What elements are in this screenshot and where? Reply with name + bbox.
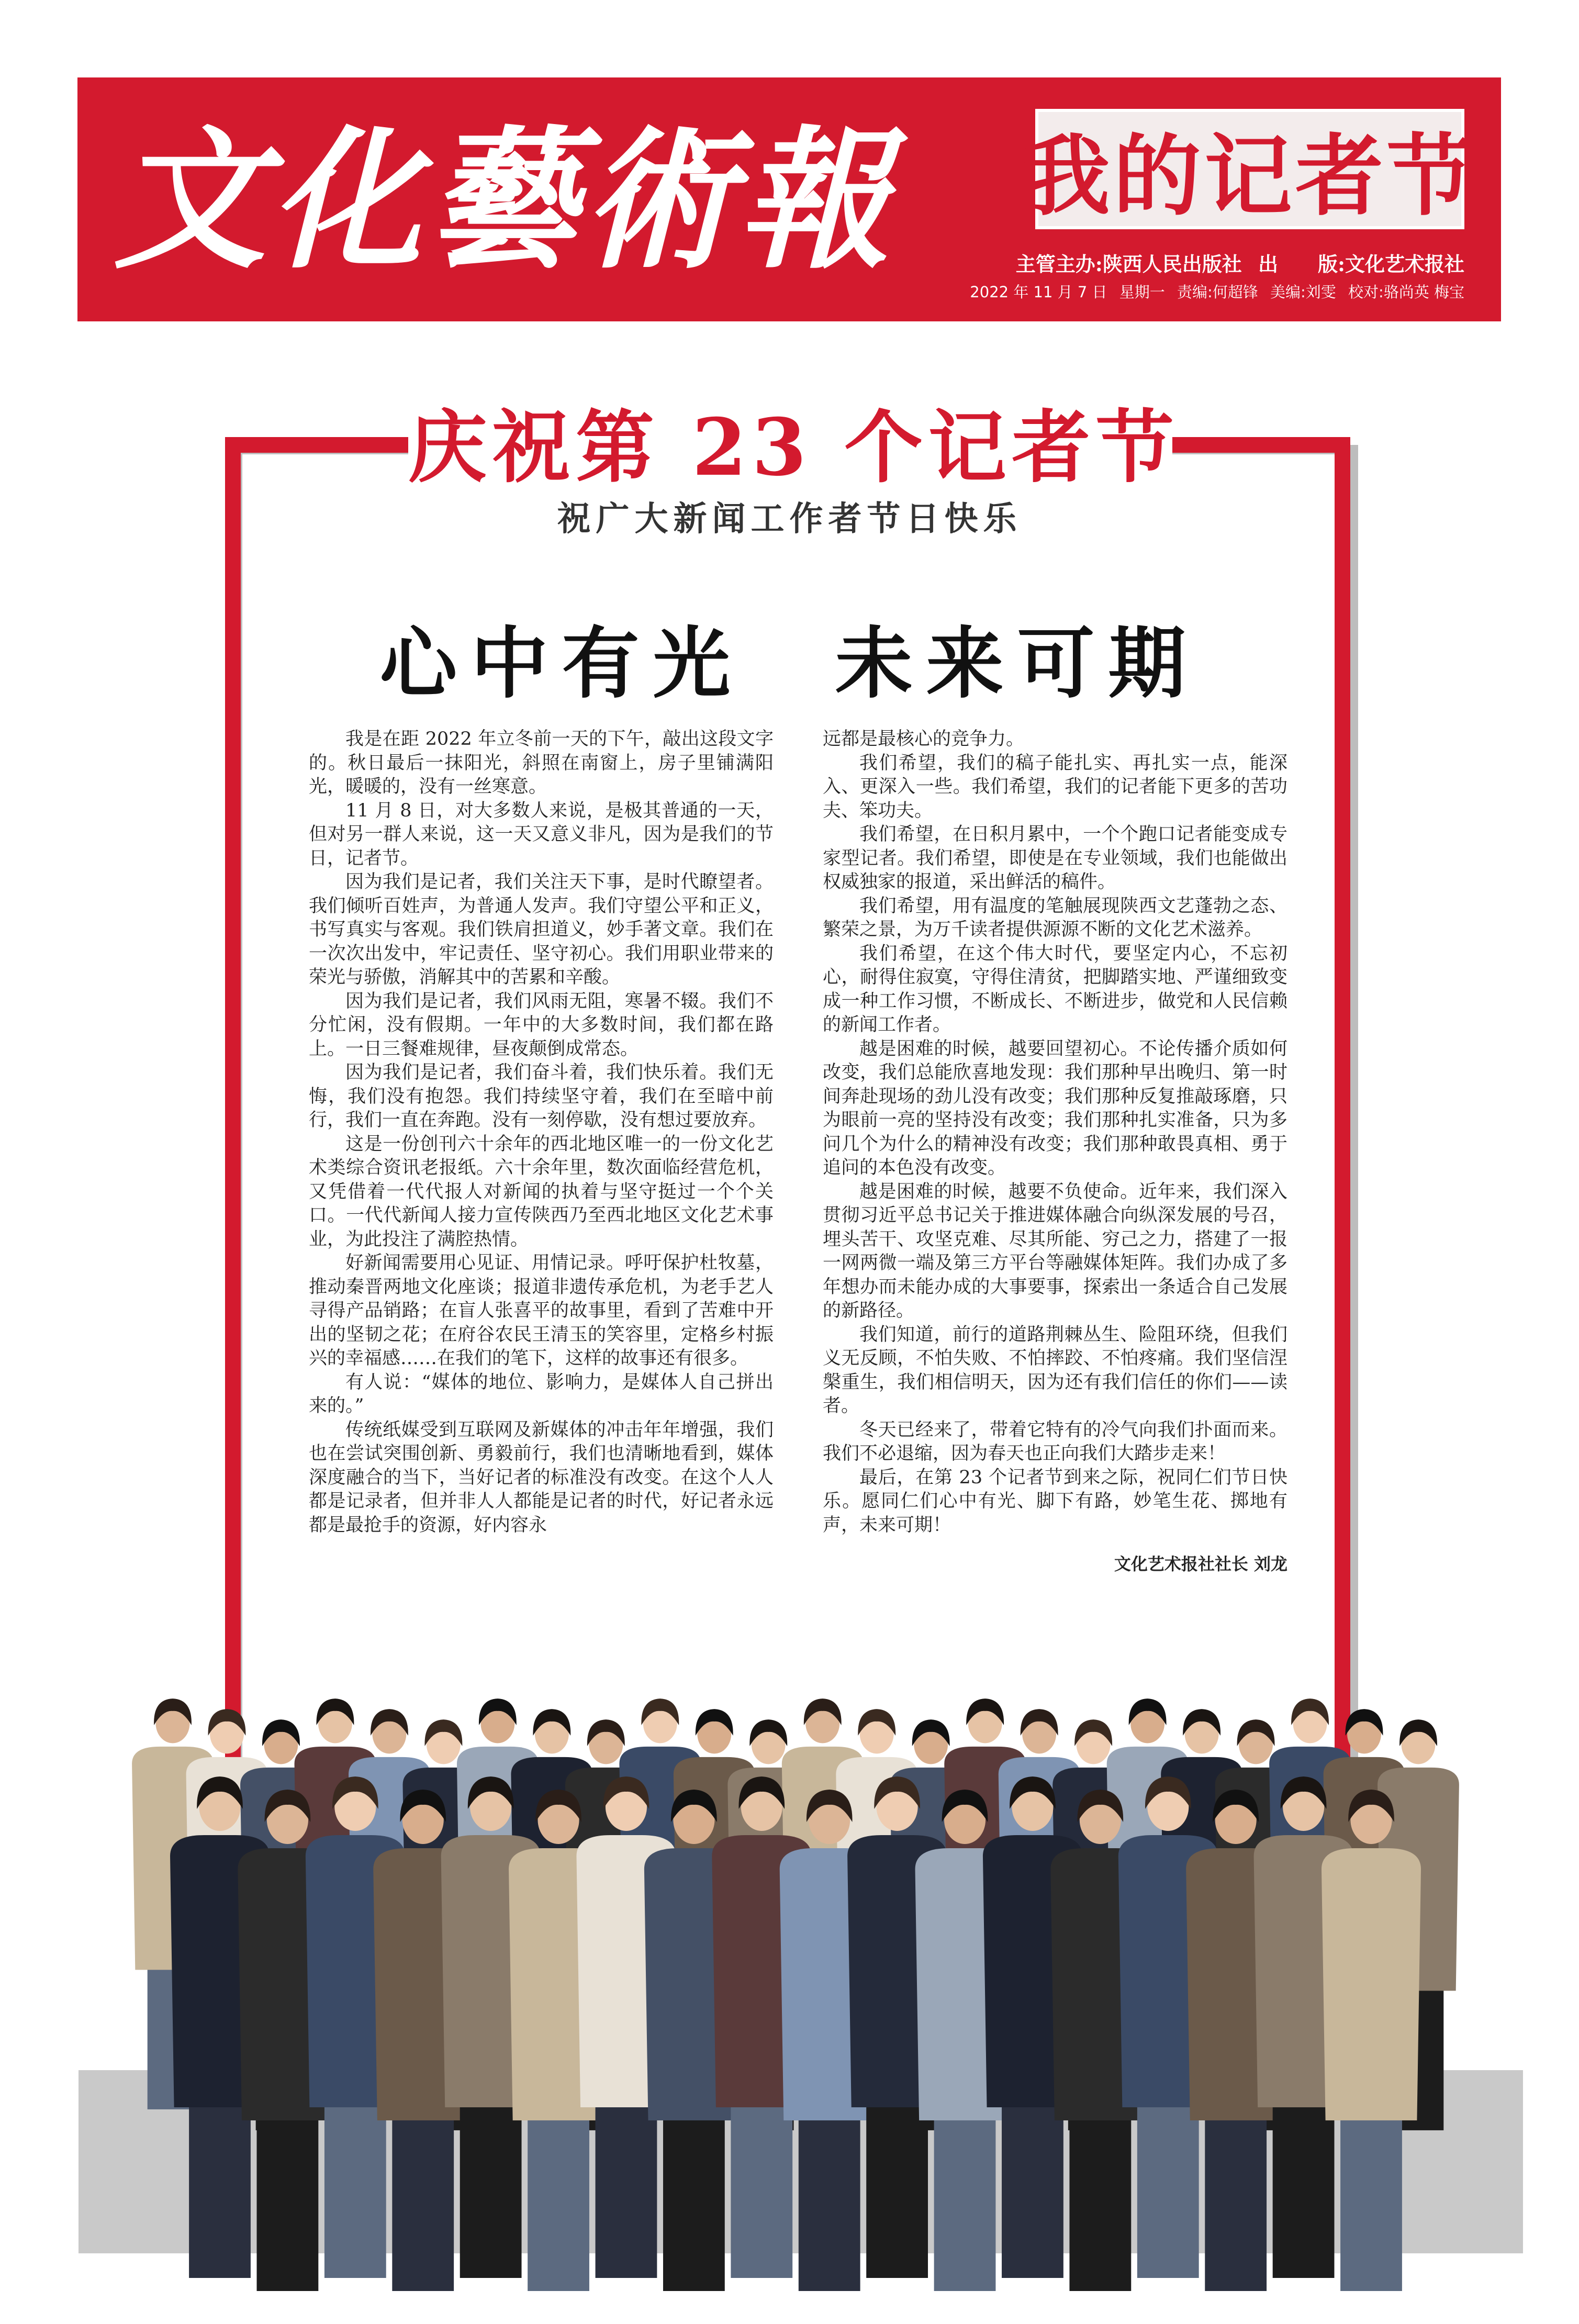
paragraph: 我们希望，用有温度的笔触展现陕西文艺蓬勃之态、繁荣之景，为万千读者提供源源不断的文化艺术滋养。: [823, 895, 1287, 940]
newspaper-logo: 文化藝術報: [114, 111, 894, 289]
person-legs: [731, 2105, 792, 2278]
weekday: 星期一: [1119, 283, 1165, 301]
paragraph: 11 月 8 日，对大多数人来说，是极其普通的一天，但对另一群人来说，这一天又意义非凡，因为是我们的节日，记者节。: [309, 800, 774, 869]
person-front: [1322, 1790, 1421, 2291]
paragraph: 我们希望，在这个伟大时代，要坚定内心，不忘初心，耐得住寂寞，守得住清贫，把脚踏实地、严谨细致变成一种工作习惯，不断成长、不断进步，做党和人民信赖的新闻工作者。: [823, 943, 1287, 1035]
paragraph: 我们知道，前行的道路荆棘丛生、险阻环绕，但我们义无反顾，不怕失败、不怕摔跤、不怕疼痛。我们坚信涅槃重生，我们相信明天，因为还有我们信任的你们——读者。: [823, 1324, 1287, 1416]
person-legs: [799, 2118, 860, 2291]
article-title: 心中有光 未来可期: [379, 619, 1200, 709]
date-editor-line: [962, 281, 1464, 302]
headline-wrap: [408, 398, 1180, 502]
paragraph: 越是困难的时候，越要回望初心。不论传播介质如何改变，我们总能欣喜地发现：我们那种早出晚归、第一时间奔赴现场的劲儿没有改变；我们那种反复推敲琢磨，只为眼前一亮的坚持没有改变；我们那种扎实准备，只为多问几个为什么的精神没有改变；我们那种敢畏真相、勇于追问的本色没有改变。: [823, 1038, 1287, 1178]
article-body: [309, 728, 1287, 1628]
person-legs: [934, 2118, 996, 2291]
person-legs: [663, 2118, 725, 2291]
article-column-right: [823, 728, 1287, 1628]
editor: 责编:何超锋: [1177, 283, 1258, 301]
person-legs: [460, 2105, 522, 2278]
feature-headline: 庆祝第 23 个记者节: [408, 401, 1180, 494]
masthead: [77, 77, 1501, 321]
person-legs: [1002, 2105, 1063, 2278]
paragraph: 好新闻需要用心见证、用情记录。呼吁保护杜牧墓，推动秦晋两地文化座谈；报道非遗传承危机，为老手艺人寻得产品销路；在盲人张喜平的故事里，看到了苦难中开出的坚韧之花；在府谷农民王清玉的笑容里，定格乡村振兴的幸福感……在我们的笔下，这样的故事还有很多。: [309, 1253, 774, 1369]
person-legs: [866, 2105, 928, 2278]
paragraph: 我是在距 2022 年立冬前一天的下午，敲出这段文字的。秋日最后一抹阳光，斜照在南窗上，房子里铺满阳光，暖暖的，没有一丝寒意。: [309, 729, 774, 797]
publisher-line: [1006, 248, 1464, 277]
paragraph-continued: 远都是最核心的竞争力。: [823, 729, 1025, 750]
person-legs: [1340, 2118, 1402, 2291]
paragraph: 我们希望，在日积月累中，一个个跑口记者能变成专家型记者。我们希望，即使是在专业领域，我们也能做出权威独家的报道，采出鲜活的稿件。: [823, 824, 1287, 892]
proofreader: 校对:骆尚英 梅宝: [1348, 283, 1464, 301]
author-signature: 文化艺术报社社长 刘龙: [1114, 1554, 1287, 1574]
person-legs: [1137, 2105, 1199, 2278]
group-photo: [0, 1623, 1579, 2324]
paragraph: 有人说：“媒体的地位、影响力，是媒体人自己拼出来的。”: [309, 1371, 774, 1416]
person-legs: [1273, 2105, 1335, 2278]
publisher-publisher: 出 版:文化艺术报社: [1258, 252, 1464, 276]
paragraph: 这是一份创刊六十余年的西北地区唯一的一份文化艺术类综合资讯老报纸。六十余年里，数次面临经营危机，又凭借着一代代报人对新闻的执着与坚守挺过一个个关口。一代代新闻人接力宣传陕西乃至西北地区文化艺术事业，为此投注了满腔热情。: [309, 1133, 774, 1250]
paragraph: 最后，在第 23 个记者节到来之际，祝同仁们节日快乐。愿同仁们心中有光、脚下有路，妙笔生花、掷地有声，未来可期！: [823, 1467, 1287, 1536]
person-legs: [392, 2118, 454, 2291]
issue-date: 2022 年 11 月 7 日: [970, 283, 1107, 301]
paragraph: 传统纸媒受到互联网及新媒体的冲击年年增强，我们也在尝试突围创新、勇毅前行，我们也清晰地看到，媒体深度融合的当下，当好记者的标准没有改变。在这个人人都是记录者，但并非人人都能是记者的时代，好记者永远都是最抢手的资源，好内容永: [309, 1419, 774, 1536]
person-legs: [257, 2118, 319, 2291]
people-front-row: [170, 1776, 1421, 2291]
paragraph: 冬天已经来了，带着它特有的冷气向我们扑面而来。我们不必退缩，因为春天也正向我们大踏步走来！: [823, 1419, 1287, 1464]
person-legs: [1069, 2118, 1131, 2291]
paragraph: 因为我们是记者，我们风雨无阻，寒暑不辍。我们不分忙闲，没有假期。一年中的大多数时间，我们都在路上。一日三餐难规律，昼夜颠倒成常态。: [309, 990, 774, 1059]
paragraph: 我们希望，我们的稿子能扎实、再扎实一点，能深入、更深入一些。我们希望，我们的记者能下更多的苦功夫、笨功夫。: [823, 752, 1287, 821]
feature-subhead: 祝广大新闻工作者节日快乐: [557, 499, 1022, 539]
column-title: 我的记者节: [1022, 124, 1477, 228]
person-legs: [189, 2105, 251, 2278]
person-legs: [1205, 2118, 1267, 2291]
paragraph: 因为我们是记者，我们关注天下事，是时代瞭望者。我们倾听百姓声，为普通人发声。我们守望公平和正义，书写真实与客观。我们铁肩担道义，妙手著文章。我们在一次次出发中，牢记责任、坚守初心。我们用职业带来的荣光与骄傲，消解其中的苦累和辛酸。: [309, 872, 774, 988]
publisher-sponsor: 主管主办:陕西人民出版社: [1015, 252, 1242, 276]
person-legs: [528, 2118, 589, 2291]
paragraph: 越是困难的时候，越要不负使命。近年来，我们深入贯彻习近平总书记关于推进媒体融合向纵深发展的号召，埋头苦干、攻坚克难、尽其所能、穷己之力，搭建了一报一网两微一端及第三方平台等融媒体矩阵。我们办成了多年想办而未能办成的大事要事，探索出一条适合自己发展的新路径。: [823, 1181, 1287, 1321]
article-column-left: [309, 728, 774, 1628]
person-legs: [596, 2105, 657, 2278]
art-editor: 美编:刘雯: [1270, 283, 1336, 301]
paragraph: 因为我们是记者，我们奋斗着，我们快乐着。我们无悔，我们没有抱怨。我们持续坚守着，我们在至暗中前行，我们一直在奔跑。没有一刻停歇，没有想过要放弃。: [309, 1062, 774, 1131]
person-body: [1322, 1848, 1421, 2120]
column-label-box: [1022, 109, 1477, 229]
person-legs: [324, 2105, 386, 2278]
